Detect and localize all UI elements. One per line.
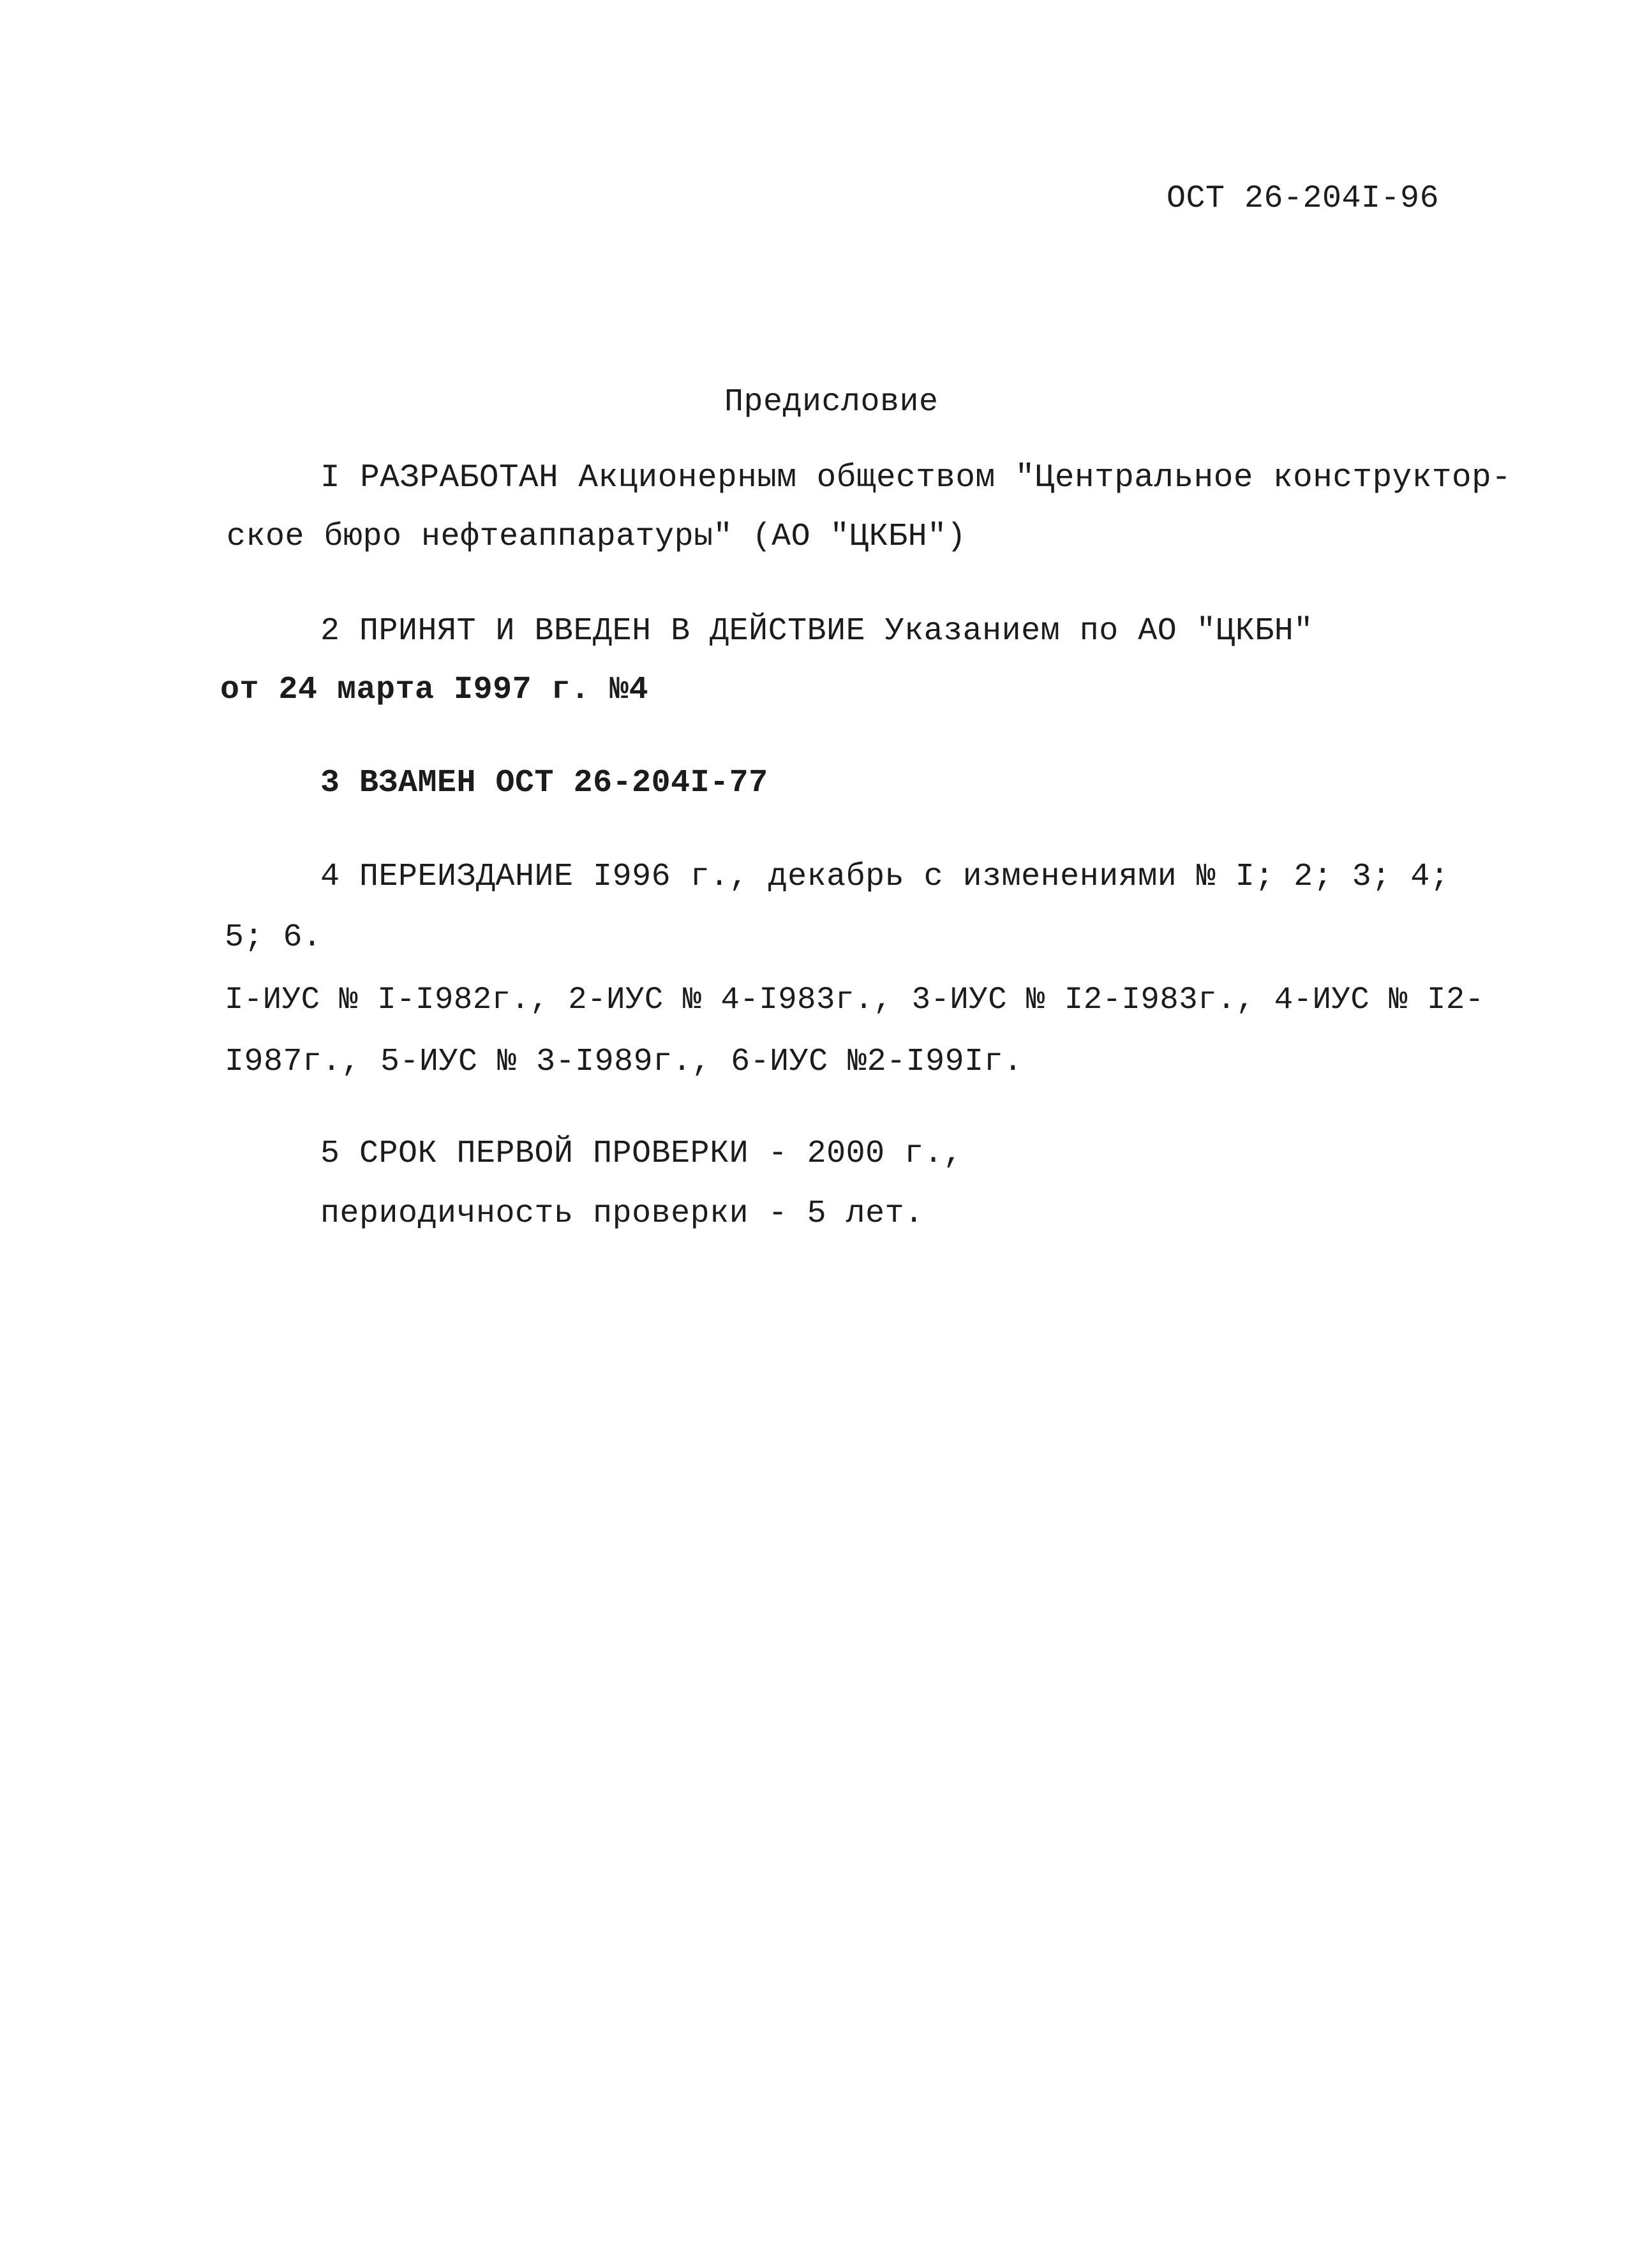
item-2-line-2: от 24 марта I997 г. №4	[220, 672, 649, 708]
page-title: Предисловие	[724, 384, 939, 420]
item-4-line-2: 5; 6.	[225, 919, 322, 956]
item-1-line-2: ское бюро нефтеаппаратуры" (АО "ЦКБН")	[227, 519, 967, 555]
item-1-line-1: I РАЗРАБОТАН Акционерным обществом "Центральное конструктор-	[320, 460, 1512, 496]
item-2-line-1: 2 ПРИНЯТ И ВВЕДЕН В ДЕЙСТВИЕ Указанием по АО "ЦКБН"	[320, 613, 1313, 649]
item-3-line-1: 3 ВЗАМЕН ОСТ 26-204I-77	[320, 765, 768, 801]
item-4-line-4: I987г., 5-ИУС № 3-I989г., 6-ИУС №2-I99Iг.	[225, 1044, 1023, 1080]
item-4-line-1: 4 ПЕРЕИЗДАНИЕ I996 г., декабрь с изменениями № I; 2; 3; 4;	[320, 859, 1450, 895]
item-4-line-3: I-ИУС № I-I982г., 2-ИУС № 4-I983г., 3-ИУС № I2-I983г., 4-ИУС № I2-	[225, 982, 1484, 1018]
item-5-line-2: периодичность проверки - 5 лет.	[320, 1196, 924, 1232]
document-designation: ОСТ 26-204I-96	[1167, 181, 1440, 217]
item-5-line-1: 5 СРОК ПЕРВОЙ ПРОВЕРКИ - 2000 г.,	[320, 1136, 963, 1172]
